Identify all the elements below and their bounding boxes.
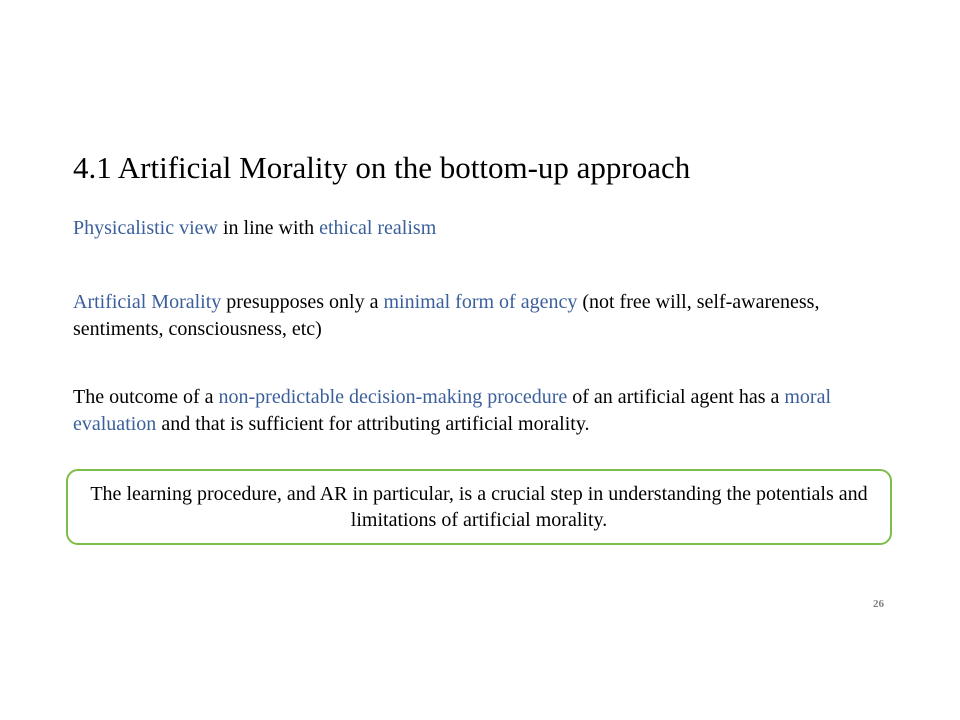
paragraph-text: in line with [217,217,320,239]
paragraph-text: (not free will, self-awareness, sentiments, consciousness, etc) [73,291,820,340]
paragraph-text: presupposes only a [221,291,384,313]
slide-title: 4.1 Artificial Morality on the bottom-up approach [73,150,691,185]
page-number: 26 [873,598,884,610]
highlight-decision-procedure: non-predictable decision-making procedure [218,386,568,408]
paragraph-text: of an artificial agent has a [567,386,785,408]
paragraph-physicalistic-view [73,215,873,242]
highlight-moral-evaluation: moral evaluation [73,386,832,435]
paragraph-outcome [73,384,873,438]
paragraph-text: The outcome of a [73,386,219,408]
paragraph-text: and that is sufficient for attributing artificial morality. [156,413,590,435]
highlight-physicalistic-view: Physicalistic view [73,217,218,239]
callout-box [66,469,892,545]
callout-text: The learning procedure, and AR in particular, is a crucial step in understanding the potentials and limitations of artificial morality. [90,483,868,531]
highlight-minimal-agency: minimal form of agency [383,291,578,313]
paragraph-artificial-morality [73,289,863,343]
highlight-ethical-realism: ethical realism [319,217,437,239]
highlight-artificial-morality: Artificial Morality [73,291,222,313]
